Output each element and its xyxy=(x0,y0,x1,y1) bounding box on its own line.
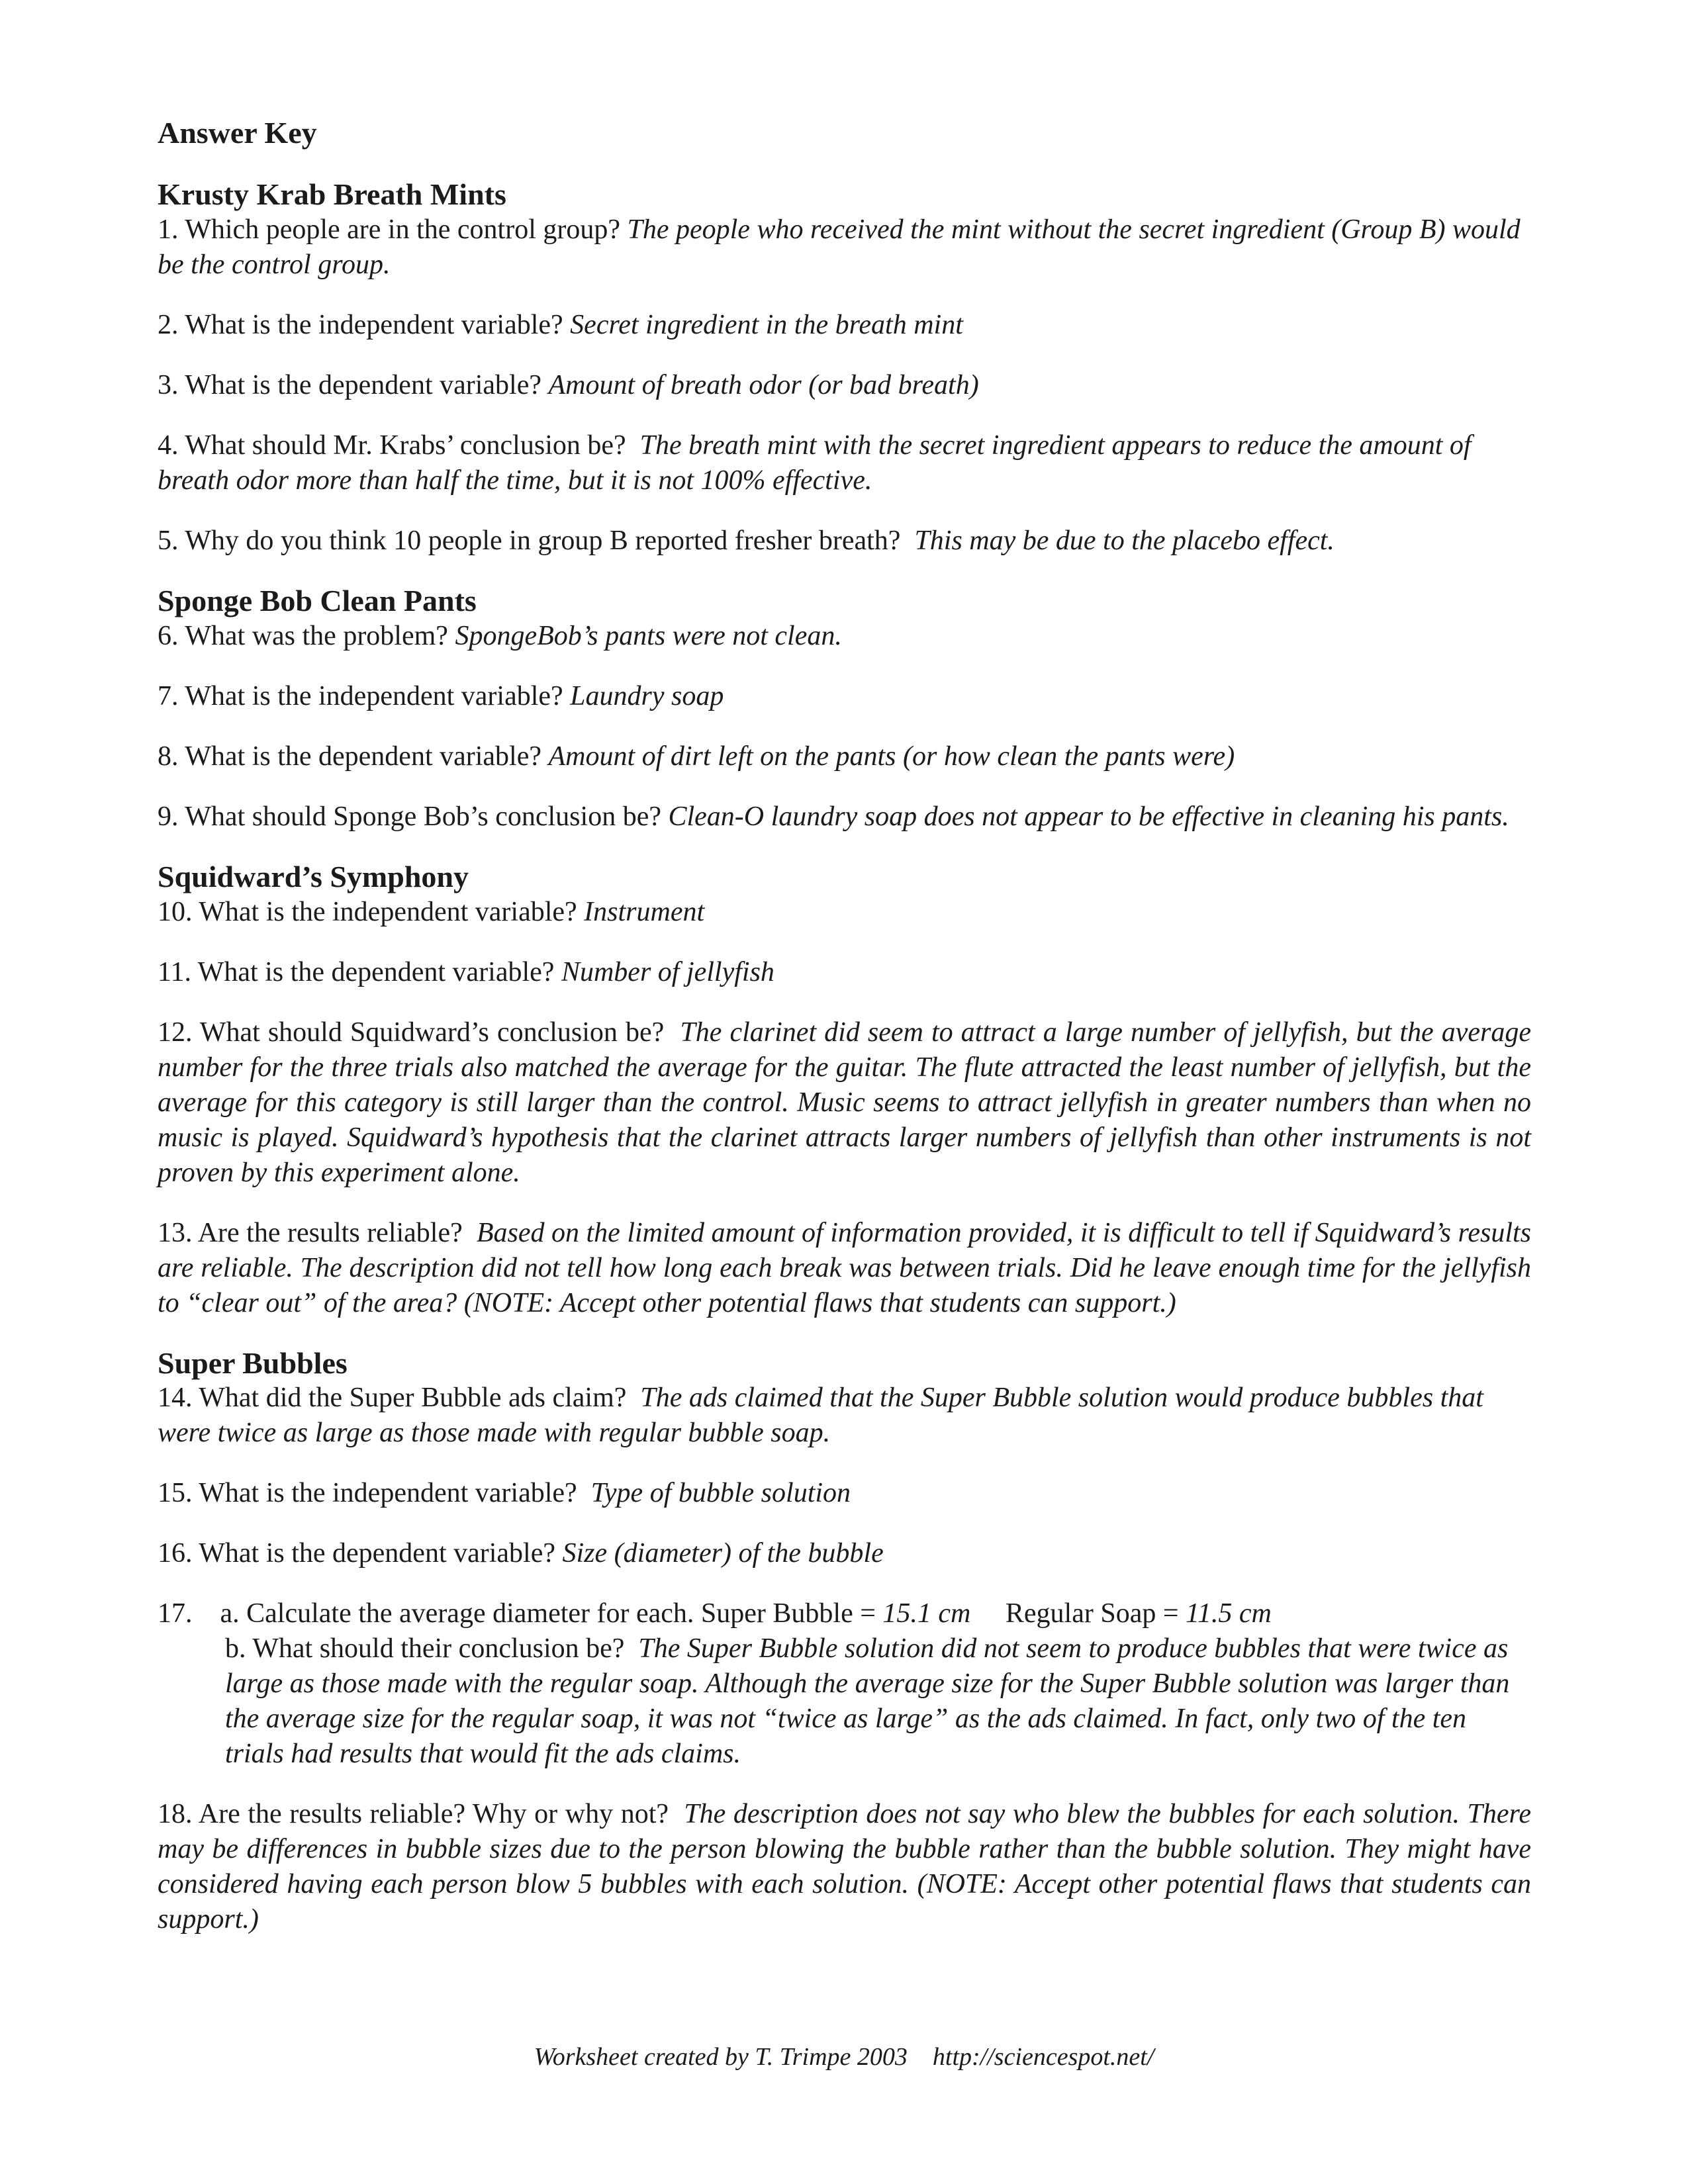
question-9: 9. What should Sponge Bob’s conclusion be? Clean-O laundry soap does not appear to be effective in cleaning his pants. xyxy=(158,801,1509,832)
question-17a: 17. a. Calculate the average diameter for each. Super Bubble = 15.1 cm Regular Soap = 11.5 cm xyxy=(158,1598,1272,1629)
question-11: 11. What is the dependent variable? Number of jellyfish xyxy=(158,956,774,987)
footer-credit-text: Worksheet created by T. Trimpe 2003 xyxy=(534,2043,908,2071)
question-4: 4. What should Mr. Krabs’ conclusion be? The breath mint with the secret ingredient appears to reduce the amount of breath odor more than half the time, but it is not 100% effective. xyxy=(158,430,1472,496)
question-16: 16. What is the dependent variable? Size (diameter) of the bubble xyxy=(158,1538,884,1569)
question-10: 10. What is the independent variable? Instrument xyxy=(158,896,705,927)
answer-key-page xyxy=(158,116,1531,1962)
question-8: 8. What is the dependent variable? Amount of dirt left on the pants (or how clean the pants were) xyxy=(158,741,1235,772)
question-17b: b. What should their conclusion be? The Super Bubble solution did not seem to produce bubbles that were twice as large as those made with the regular soap. Although the average size for the Super Bubble solution was larger than the average size for the regular soap, it was not “twice as large” as the ads claimed. In fact, only two of the ten trials had results that would fit the ads claims. xyxy=(225,1633,1510,1770)
question-12: 12. What should Squidward’s conclusion be? The clarinet did seem to attract a large number of jellyfish, but the average number for the three trials also matched the average for the guitar. The flute attracted the least number of jellyfish, but the average for this category is still larger than the control. Music seems to attract jellyfish in greater numbers than when no music is played. Squidward’s hypothesis that the clarinet attracts larger numbers of jellyfish than other instruments is not proven by this experiment alone. xyxy=(158,1017,1531,1188)
footer-url[interactable]: http://sciencespot.net/ xyxy=(932,2043,1154,2071)
question-13: 13. Are the results reliable? Based on the limited amount of information provided, it is difficult to tell if Squidward’s results are reliable. The description did not tell how long each break was between trials. Did he leave enough time for the jellyfish to “clear out” of the area? (NOTE: Accept other potential flaws that students can support.) xyxy=(158,1217,1531,1318)
section-heading-super-bubbles: Super Bubbles xyxy=(158,1345,348,1380)
page-title: Answer Key xyxy=(158,116,317,150)
question-5: 5. Why do you think 10 people in group B reported fresher breath? This may be due to the placebo effect. xyxy=(158,525,1335,556)
question-18: 18. Are the results reliable? Why or why not? The description does not say who blew the bubbles for each solution. There may be differences in bubble sizes due to the person blowing the bubble rather than the bubble solution. They might have considered having each person blow 5 bubbles with each solution. (NOTE: Accept other potential flaws that students can support.) xyxy=(158,1799,1531,1935)
footer-credit xyxy=(0,2042,1688,2071)
question-17 xyxy=(158,1596,1531,1772)
section-heading-squidward: Squidward’s Symphony xyxy=(158,859,469,893)
question-3: 3. What is the dependent variable? Amount of breath odor (or bad breath) xyxy=(158,369,979,400)
question-7: 7. What is the independent variable? Laundry soap xyxy=(158,680,724,711)
question-6: 6. What was the problem? SpongeBob’s pants were not clean. xyxy=(158,620,842,651)
question-2: 2. What is the independent variable? Secret ingredient in the breath mint xyxy=(158,309,963,340)
question-15: 15. What is the independent variable? Type of bubble solution xyxy=(158,1478,851,1509)
section-heading-sponge-bob: Sponge Bob Clean Pants xyxy=(158,583,477,617)
question-1: 1. Which people are in the control group? The people who received the mint without the secret ingredient (Group B) would be the control group. xyxy=(158,214,1521,280)
question-14: 14. What did the Super Bubble ads claim? The ads claimed that the Super Bubble solution would produce bubbles that were twice as large as those made with regular bubble soap. xyxy=(158,1383,1483,1449)
section-heading-krusty-krab: Krusty Krab Breath Mints xyxy=(158,177,506,211)
